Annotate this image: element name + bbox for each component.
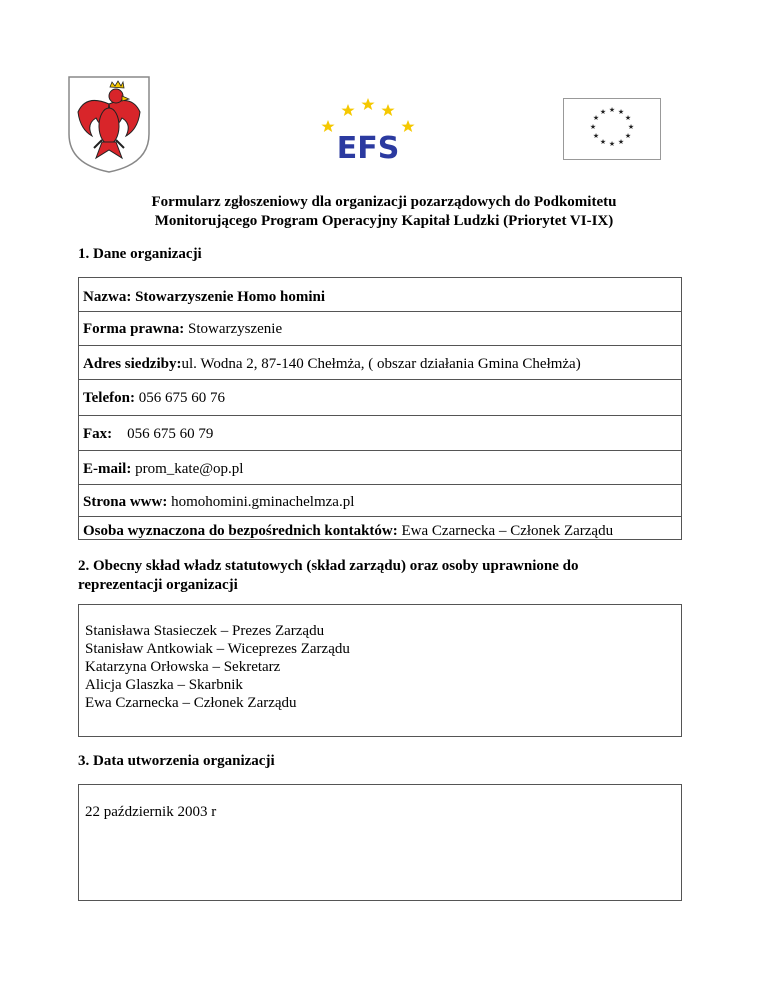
field-address-value: ul. Wodna 2, 87-140 Chełmża, ( obszar działania Gmina Chełmża) xyxy=(181,356,581,372)
field-fax-label: Fax: xyxy=(83,426,113,442)
svg-text:★: ★ xyxy=(627,123,635,131)
svg-text:★: ★ xyxy=(617,108,625,116)
svg-text:★: ★ xyxy=(624,114,632,122)
section1-heading: 1. Dane organizacji xyxy=(78,246,202,262)
coat-of-arms-logo xyxy=(66,74,152,174)
svg-text:★: ★ xyxy=(599,138,607,146)
section2-heading-line1: 2. Obecny skład władz statutowych (skład zarządu) oraz osoby uprawnione do xyxy=(78,558,579,574)
field-contact-person xyxy=(79,517,681,540)
section3-heading: 3. Data utworzenia organizacji xyxy=(78,753,275,769)
organization-data-box xyxy=(78,277,682,540)
svg-text:★: ★ xyxy=(617,138,625,146)
section2-heading-line2: reprezentacji organizacji xyxy=(78,577,238,593)
field-email xyxy=(79,451,681,485)
efs-logo-text: EFS xyxy=(336,131,400,162)
founding-date-box xyxy=(78,784,682,901)
founding-date-value: 22 październik 2003 r xyxy=(85,804,217,820)
form-title-line1: Formularz zgłoszeniowy dla organizacji pozarządowych do Podkomitetu xyxy=(151,194,617,210)
field-name xyxy=(79,278,681,312)
board-member-item: Katarzyna Orłowska – Sekretarz xyxy=(85,659,281,675)
form-title xyxy=(0,193,768,231)
field-legal-form xyxy=(79,312,681,346)
field-phone-label: Telefon: xyxy=(83,390,135,406)
field-name-label: Nazwa: Stowarzyszenie Homo homini xyxy=(83,289,326,305)
efs-logo xyxy=(316,96,420,162)
board-members-list xyxy=(85,622,350,712)
svg-text:★: ★ xyxy=(592,132,600,140)
board-member-item: Ewa Czarnecka – Członek Zarządu xyxy=(85,695,297,711)
field-website-value: homohomini.gminachelmza.pl xyxy=(167,494,355,510)
field-fax xyxy=(79,416,681,451)
svg-text:★: ★ xyxy=(608,106,616,114)
svg-text:★: ★ xyxy=(599,108,607,116)
field-legal-form-value: Stowarzyszenie xyxy=(184,321,283,337)
field-phone xyxy=(79,380,681,416)
section2-heading xyxy=(78,557,578,595)
board-members-box xyxy=(78,604,682,737)
svg-text:★: ★ xyxy=(624,132,632,140)
eu-flag-logo xyxy=(563,98,661,160)
field-phone-value: 056 675 60 76 xyxy=(134,390,225,406)
field-website xyxy=(79,485,681,517)
field-legal-form-label: Forma prawna: xyxy=(83,321,185,337)
field-address xyxy=(79,346,681,380)
field-fax-value: 056 675 60 79 xyxy=(112,426,214,442)
svg-text:★: ★ xyxy=(608,140,616,148)
field-email-label: E-mail: xyxy=(83,461,132,477)
board-member-item: Alicja Glaszka – Skarbnik xyxy=(85,677,243,693)
form-title-line2: Monitorującego Program Operacyjny Kapitał Ludzki (Priorytet VI-IX) xyxy=(154,213,614,229)
field-address-label: Adres siedziby: xyxy=(83,356,182,372)
board-member-item: Stanisława Stasieczek – Prezes Zarządu xyxy=(85,623,325,639)
board-member-item: Stanisław Antkowiak – Wiceprezes Zarządu xyxy=(85,641,350,657)
field-website-label: Strona www: xyxy=(83,494,168,510)
svg-text:★: ★ xyxy=(592,114,600,122)
field-contact-person-label: Osoba wyznaczona do bezpośrednich kontaktów: xyxy=(83,523,398,539)
field-contact-person-value: Ewa Czarnecka – Członek Zarządu xyxy=(397,523,614,539)
field-email-value: prom_kate@op.pl xyxy=(131,461,244,477)
svg-text:★: ★ xyxy=(589,123,597,131)
